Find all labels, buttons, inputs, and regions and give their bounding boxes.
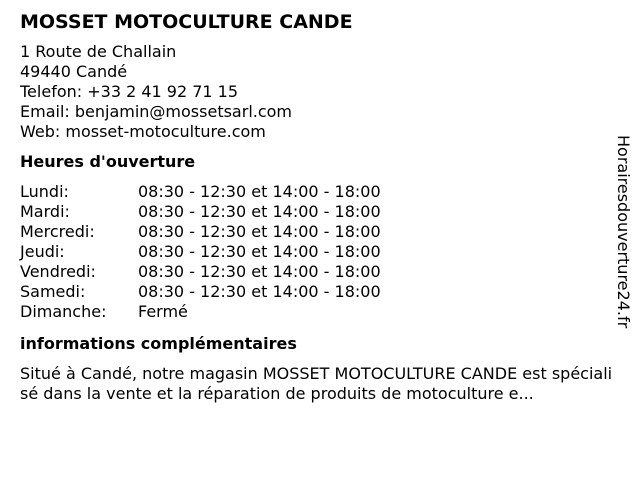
- email-line[interactable]: Email: benjamin@mossetsarl.com: [20, 102, 293, 121]
- day-label: Samedi:: [20, 282, 86, 301]
- hours-value: 08:30 - 12:30 et 14:00 - 18:00: [138, 202, 381, 221]
- hours-value: 08:30 - 12:30 et 14:00 - 18:00: [138, 282, 381, 301]
- day-label: Vendredi:: [20, 262, 96, 281]
- additional-info-heading: informations complémentaires: [20, 334, 297, 353]
- hours-value: 08:30 - 12:30 et 14:00 - 18:00: [138, 262, 381, 281]
- address-line-1: 1 Route de Challain: [20, 42, 177, 61]
- site-watermark: Horairesdouverture24.fr: [614, 135, 633, 329]
- business-name: MOSSET MOTOCULTURE CANDE: [20, 11, 353, 33]
- hours-row-wednesday: [20, 222, 610, 242]
- website-line[interactable]: Web: mosset-motoculture.com: [20, 122, 266, 141]
- day-label: Mercredi:: [20, 222, 95, 241]
- day-label: Jeudi:: [20, 242, 65, 261]
- address-line-2: 49440 Candé: [20, 62, 128, 81]
- hours-row-thursday: [20, 242, 610, 262]
- hours-value: Fermé: [138, 302, 188, 321]
- hours-row-saturday: [20, 282, 610, 302]
- additional-info-text: Situé à Candé, notre magasin MOSSET MOTOCULTURE CANDE est spécialisé dans la vente et la réparation de produits de motoculture e...: [20, 364, 613, 403]
- phone-line[interactable]: Telefon: +33 2 41 92 71 15: [20, 82, 239, 101]
- day-label: Mardi:: [20, 202, 70, 221]
- hours-value: 08:30 - 12:30 et 14:00 - 18:00: [138, 182, 381, 201]
- hours-value: 08:30 - 12:30 et 14:00 - 18:00: [138, 222, 381, 241]
- hours-row-tuesday: [20, 202, 610, 222]
- hours-row-friday: [20, 262, 610, 282]
- hours-row-monday: [20, 182, 610, 202]
- day-label: Lundi:: [20, 182, 69, 201]
- hours-value: 08:30 - 12:30 et 14:00 - 18:00: [138, 242, 381, 261]
- hours-row-sunday: [20, 302, 610, 322]
- business-card: [20, 10, 613, 404]
- day-label: Dimanche:: [20, 302, 107, 321]
- opening-hours-heading: Heures d'ouverture: [20, 152, 196, 171]
